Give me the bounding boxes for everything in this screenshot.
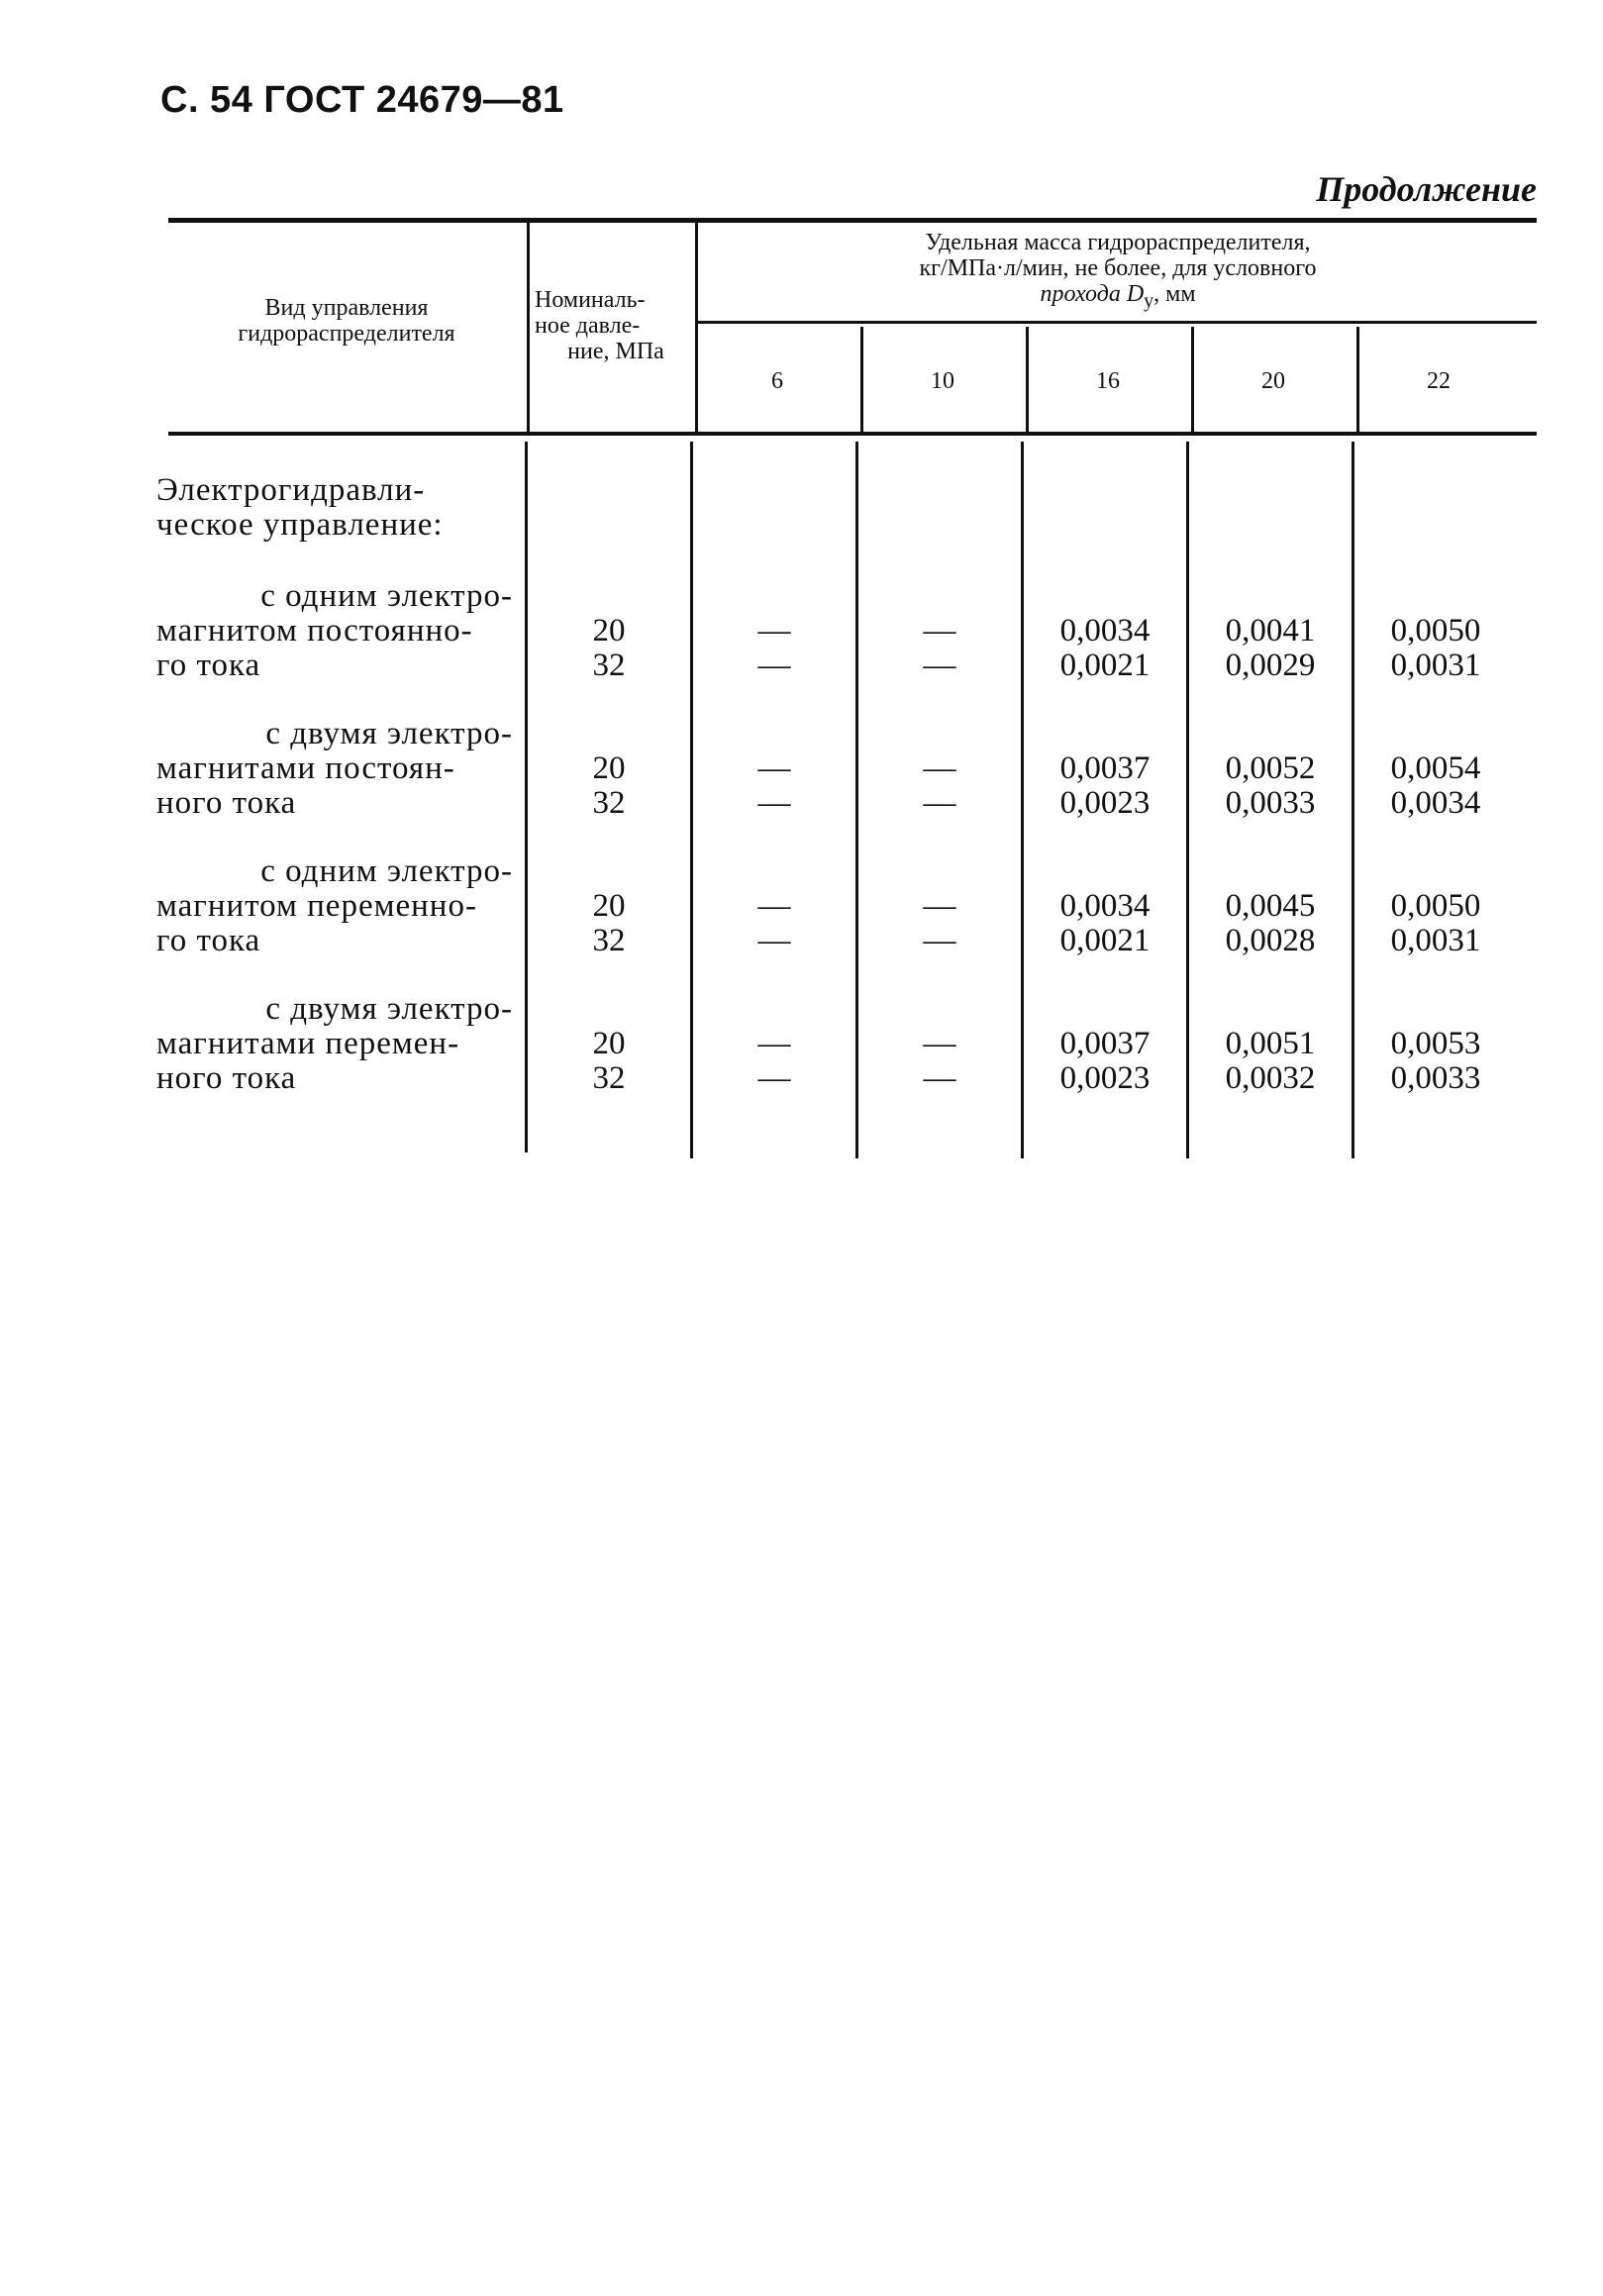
col-pressure-header: Номиналь- ное давле- ние, МПа <box>535 287 664 364</box>
pressure-cell: 20 32 <box>592 750 626 821</box>
bore-22: 22 <box>1427 368 1451 394</box>
value-cell: 0,0034 0,0021 <box>1059 888 1151 958</box>
row-label: с двумя электро- магнитами постоян- ного тока <box>156 716 513 821</box>
value-cell: — — <box>757 888 791 958</box>
value-cell: 0,0041 0,0029 <box>1225 613 1316 683</box>
value-cell: 0,0037 0,0023 <box>1059 1026 1151 1096</box>
value-cell: — — <box>757 750 791 821</box>
pressure-cell: 20 32 <box>592 888 626 958</box>
value-cell: 0,0050 0,0031 <box>1390 613 1481 683</box>
header-bottom-rule <box>168 432 1537 436</box>
pressure-cell: 20 32 <box>592 1026 626 1096</box>
value-cell: — — <box>923 1026 956 1096</box>
value-cell: 0,0034 0,0021 <box>1059 613 1151 683</box>
continuation-label: Продолжение <box>1316 169 1537 209</box>
value-cell: 0,0045 0,0028 <box>1225 888 1316 958</box>
value-cell: 0,0050 0,0031 <box>1390 888 1481 958</box>
bore-16: 16 <box>1096 368 1120 394</box>
row-label: с одним электро- магнитом переменно- го тока <box>156 853 513 958</box>
section-title: Электрогидравли- ческое управление: <box>156 472 444 543</box>
value-cell: 0,0054 0,0034 <box>1390 750 1481 821</box>
row-label: с одним электро- магнитом постоянно- го тока <box>156 578 513 683</box>
row-label: с двумя электро- магнитами перемен- ного тока <box>156 991 513 1096</box>
bore-10: 10 <box>931 368 954 394</box>
col-mass-header: Удельная масса гидрораспределителя, кг/МПа·л/мин, не более, для условного прохода $D_у$, мм <box>919 230 1317 312</box>
value-cell: 0,0053 0,0033 <box>1390 1026 1481 1096</box>
value-cell: 0,0037 0,0023 <box>1059 750 1151 821</box>
mass-header-rule <box>697 321 1537 324</box>
value-cell: — — <box>923 888 956 958</box>
bore-6: 6 <box>771 368 783 394</box>
bore-20: 20 <box>1261 368 1285 394</box>
page-header: С. 54 ГОСТ 24679—81 <box>160 79 564 121</box>
value-cell: 0,0051 0,0032 <box>1225 1026 1316 1096</box>
header-divider-1 <box>527 220 530 432</box>
table-top-rule <box>168 218 1537 223</box>
value-cell: — — <box>923 613 956 683</box>
pressure-cell: 20 32 <box>592 613 626 683</box>
value-cell: 0,0052 0,0033 <box>1225 750 1316 821</box>
value-cell: — — <box>757 613 791 683</box>
value-cell: — — <box>923 750 956 821</box>
col-type-header: Вид управления гидрораспределителя <box>238 295 455 347</box>
value-cell: — — <box>757 1026 791 1096</box>
